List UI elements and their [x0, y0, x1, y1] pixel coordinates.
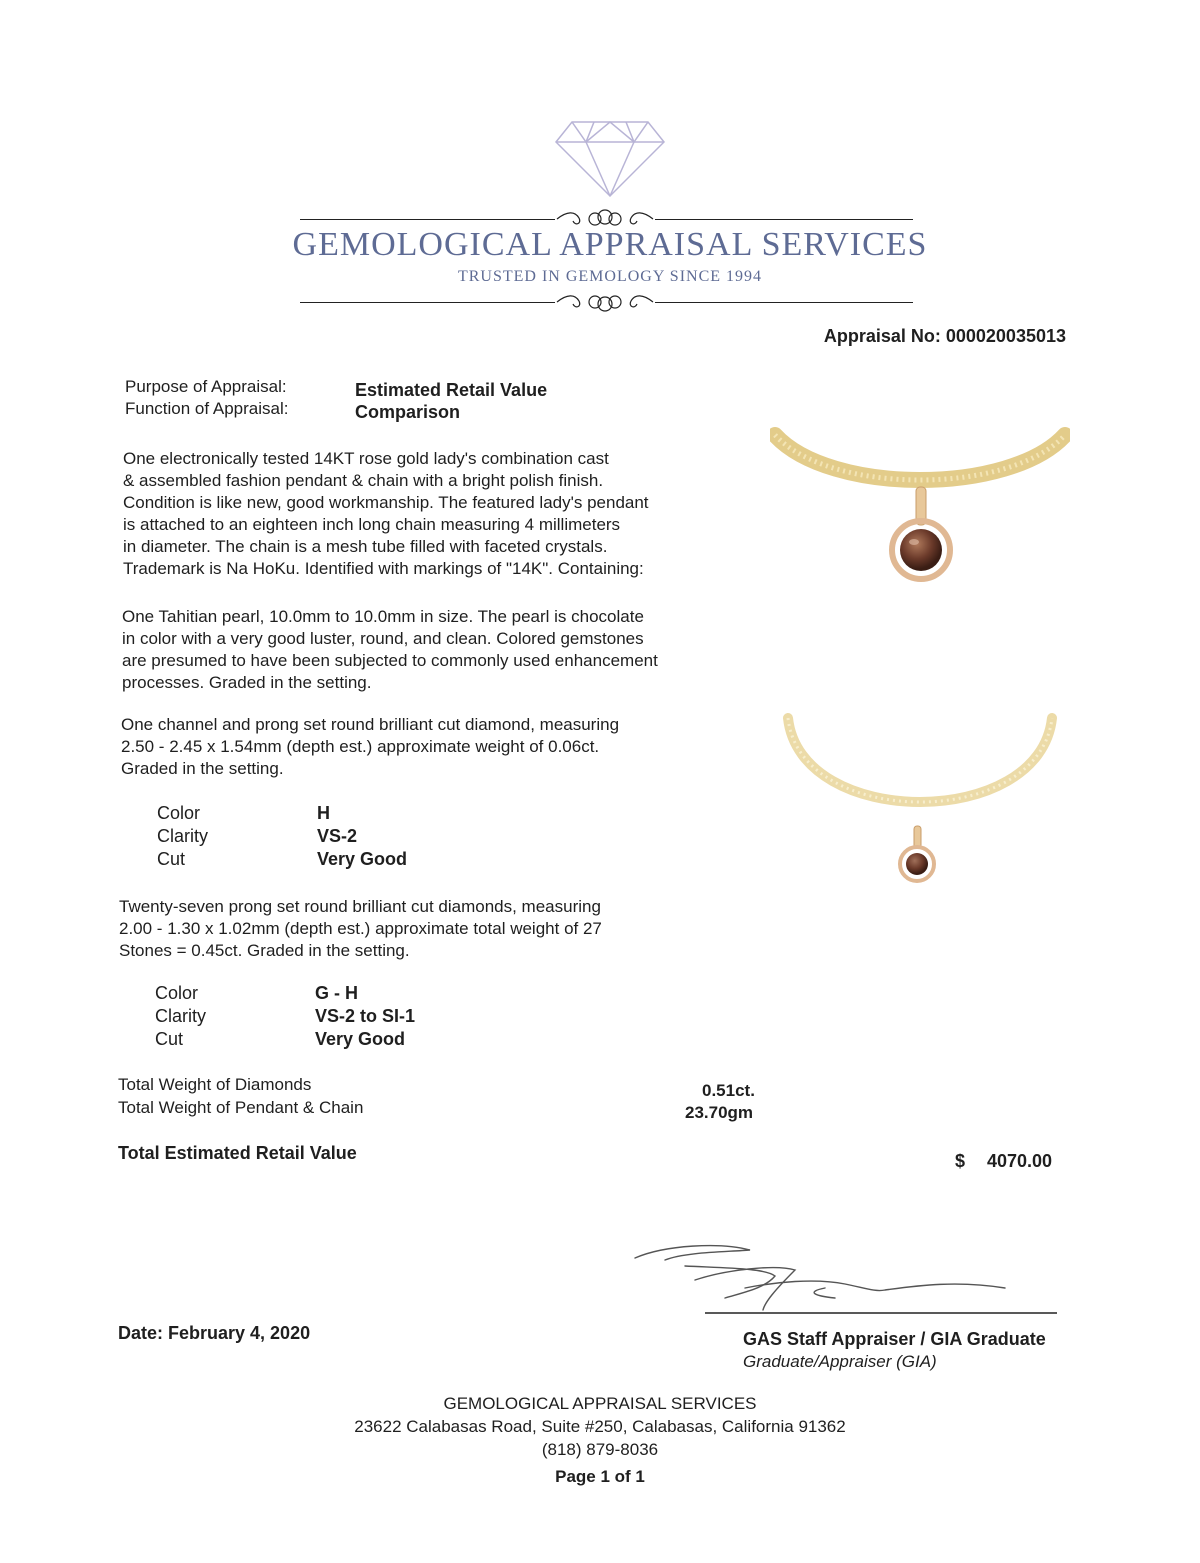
text-line: in color with a very good luster, round, and clean. Colored gemstones [122, 629, 644, 648]
accent-diamond-grades [155, 982, 415, 1051]
center-diamond-description [121, 714, 761, 780]
total-pendant-label: Total Weight of Pendant & Chain [118, 1098, 364, 1117]
currency-symbol: $ [955, 1151, 966, 1171]
divider [655, 219, 913, 220]
grade-label: Clarity [155, 1006, 207, 1026]
grade-row [155, 1028, 415, 1051]
signer-title: GAS Staff Appraiser / GIA Graduate [743, 1329, 1046, 1349]
total-diamonds-value: 0.51ct. [702, 1081, 755, 1100]
text-line: Trademark is Na HoKu. Identified with markings of "14K". Containing: [123, 559, 644, 578]
grade-row [157, 802, 407, 825]
diamond-icon [552, 118, 668, 198]
divider [300, 302, 555, 303]
center-diamond-grades [157, 802, 407, 871]
footer-address: 23622 Calabasas Road, Suite #250, Calabasas, California 91362 [354, 1417, 846, 1436]
grade-value: Very Good [315, 1029, 406, 1049]
text-line: are presumed to have been subjected to commonly used enhancement [122, 651, 658, 670]
grade-row [155, 982, 415, 1005]
grade-value: VS-2 to SI-1 [315, 1006, 416, 1026]
function-label: Function of Appraisal: [125, 399, 289, 418]
text-line: Condition is like new, good workmanship. The featured lady's pendant [123, 493, 649, 512]
page-number: Page 1 of 1 [555, 1467, 645, 1486]
grade-label: Color [155, 983, 199, 1003]
text-line: in diameter. The chain is a mesh tube filled with faceted crystals. [123, 537, 608, 556]
purpose-label: Purpose of Appraisal: [125, 377, 287, 396]
text-line: One channel and prong set round brilliant cut diamond, measuring [121, 715, 620, 734]
accent-diamonds-description [119, 896, 759, 962]
grade-row [157, 825, 407, 848]
text-line: processes. Graded in the setting. [122, 673, 372, 692]
grade-label: Cut [157, 849, 186, 869]
signature [625, 1240, 1060, 1320]
text-line: Twenty-seven prong set round brilliant cut diamonds, measuring [119, 897, 601, 916]
text-line: Stones = 0.45ct. Graded in the setting. [119, 941, 410, 960]
grade-label: Cut [155, 1029, 184, 1049]
grade-value: G - H [315, 983, 358, 1003]
text-line: is attached to an eighteen inch long chain measuring 4 millimeters [123, 515, 621, 534]
function-value: Comparison [355, 402, 461, 422]
grade-value: VS-2 [317, 826, 358, 846]
appraisal-number: Appraisal No: 000020035013 [823, 326, 1066, 346]
text-line: One electronically tested 14KT rose gold lady's combination cast [123, 449, 609, 468]
item-description [123, 448, 763, 580]
grade-label: Color [157, 803, 201, 823]
pearl-description [122, 606, 762, 694]
text-line: One Tahitian pearl, 10.0mm to 10.0mm in size. The pearl is chocolate [122, 607, 644, 626]
grade-value: H [317, 803, 330, 823]
grade-value: Very Good [317, 849, 408, 869]
company-name: GEMOLOGICAL APPRAISAL SERVICES [292, 226, 928, 263]
footer-company: GEMOLOGICAL APPRAISAL SERVICES [443, 1394, 757, 1413]
flourish-ornament [555, 291, 655, 313]
pendant-necklace-photo [770, 425, 1070, 605]
grade-row [157, 848, 407, 871]
total-diamonds-label: Total Weight of Diamonds [118, 1075, 312, 1094]
divider [655, 302, 913, 303]
total-retail-value: 4070.00 [987, 1151, 1053, 1171]
signer-credential: Graduate/Appraiser (GIA) [743, 1352, 937, 1371]
total-retail-label: Total Estimated Retail Value [118, 1143, 357, 1163]
total-pendant-value: 23.70gm [685, 1103, 754, 1122]
text-line: 2.50 - 2.45 x 1.54mm (depth est.) approximate weight of 0.06ct. [121, 737, 600, 756]
pendant-necklace-photo [780, 710, 1070, 900]
footer-phone: (818) 879-8036 [541, 1440, 659, 1459]
company-tagline: TRUSTED IN GEMOLOGY SINCE 1994 [457, 268, 763, 285]
grade-label: Clarity [157, 826, 209, 846]
appraisal-date: Date: February 4, 2020 [118, 1323, 311, 1343]
divider [300, 219, 555, 220]
company-logo [290, 118, 930, 338]
grade-row [155, 1005, 415, 1028]
purpose-value: Estimated Retail Value [355, 380, 548, 400]
text-line: Graded in the setting. [121, 759, 284, 778]
text-line: 2.00 - 1.30 x 1.02mm (depth est.) approximate total weight of 27 [119, 919, 602, 938]
text-line: & assembled fashion pendant & chain with a bright polish finish. [123, 471, 604, 490]
